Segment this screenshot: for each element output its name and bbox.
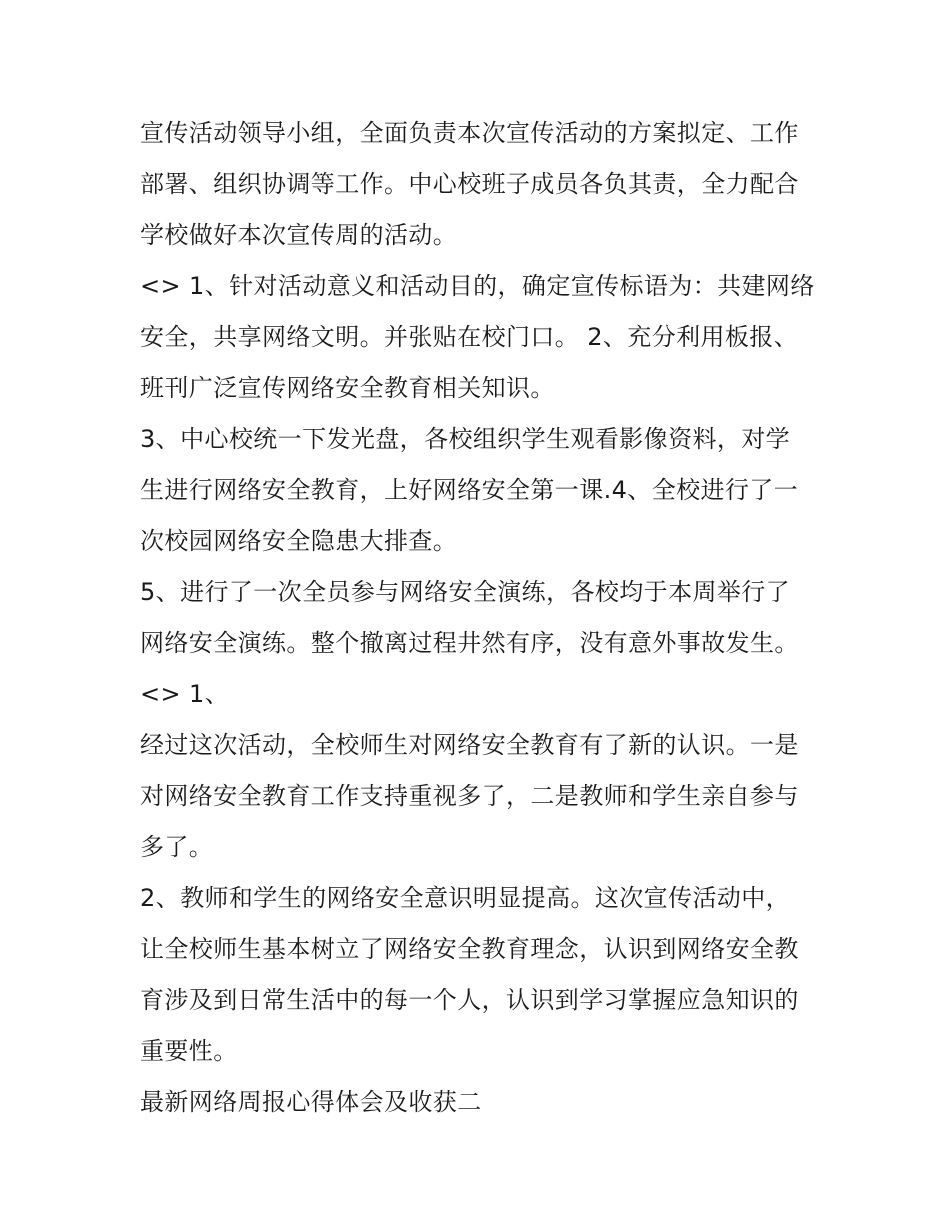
text-line: 学校做好本次宣传周的活动。 bbox=[140, 221, 458, 249]
text-line: 多了。 bbox=[140, 833, 214, 861]
document-body bbox=[140, 108, 820, 1128]
text-line: 3、中心校统一下发光盘，各校组织学生观看影像资料，对学 bbox=[140, 425, 791, 453]
text-line: 重要性。 bbox=[140, 1037, 238, 1065]
text-line: 育涉及到日常生活中的每一个人，认识到学习掌握应急知识的 bbox=[140, 986, 799, 1014]
text-line: 安全，共享网络文明。并张贴在校门口。 2、充分利用板报、 bbox=[140, 323, 799, 351]
section-heading: 最新网络周报心得体会及收获二 bbox=[140, 1088, 482, 1116]
text-line: <> 1、针对活动意义和活动目的，确定宣传标语为：共建网络 bbox=[140, 272, 815, 300]
text-line: 经过这次活动，全校师生对网络安全教育有了新的认识。一是 bbox=[140, 731, 799, 759]
text-line: 网络安全演练。整个撤离过程井然有序，没有意外事故发生。 bbox=[140, 629, 799, 657]
text-line: 宣传活动领导小组，全面负责本次宣传活动的方案拟定、工作 bbox=[140, 119, 799, 147]
text-line: 5、进行了一次全员参与网络安全演练，各校均于本周举行了 bbox=[140, 578, 791, 606]
text-line: 2、教师和学生的网络安全意识明显提高。这次宣传活动中， bbox=[140, 884, 791, 912]
text-line: 次校园网络安全隐患大排查。 bbox=[140, 527, 458, 555]
text-line: 生进行网络安全教育，上好网络安全第一课.4、全校进行了一 bbox=[140, 476, 799, 504]
text-line: 班刊广泛宣传网络安全教育相关知识。 bbox=[140, 374, 555, 402]
text-line: <> 1、 bbox=[140, 680, 230, 708]
text-line: 部署、组织协调等工作。中心校班子成员各负其责，全力配合 bbox=[140, 170, 799, 198]
text-line: 让全校师生基本树立了网络安全教育理念，认识到网络安全教 bbox=[140, 935, 799, 963]
text-line: 对网络安全教育工作支持重视多了，二是教师和学生亲自参与 bbox=[140, 782, 799, 810]
